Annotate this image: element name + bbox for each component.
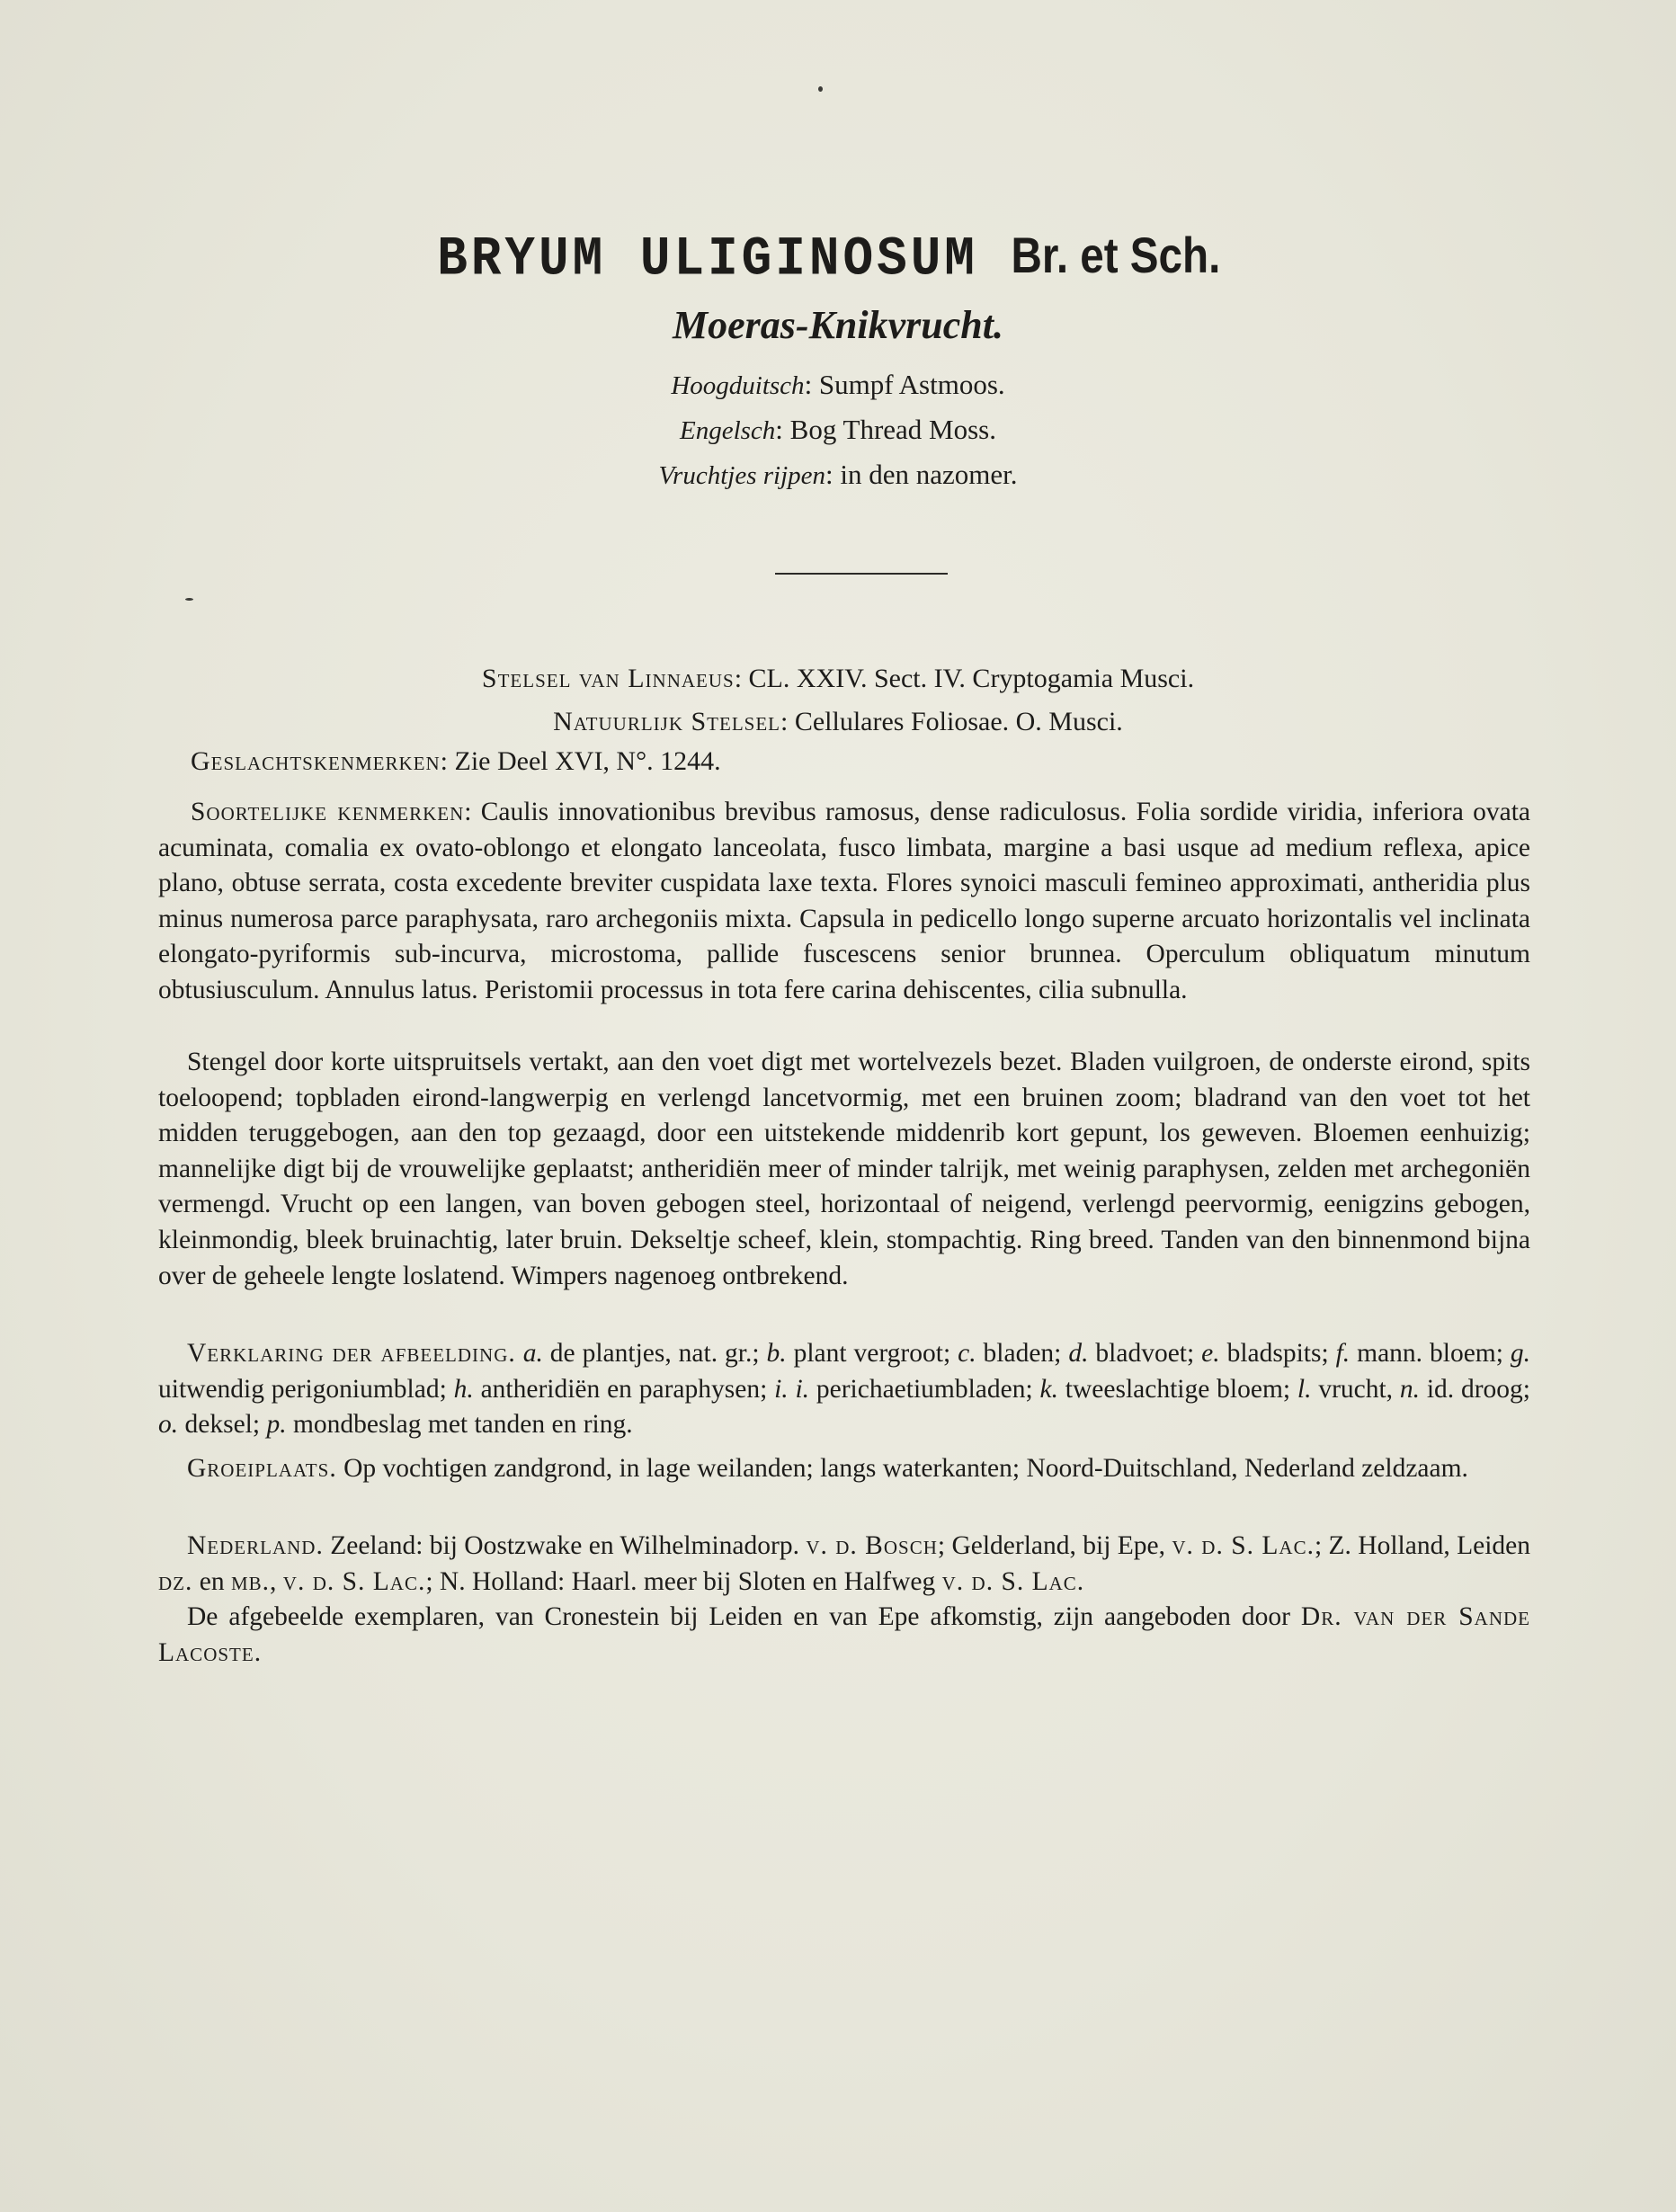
ink-speck	[818, 86, 823, 92]
figure-key: n.	[1399, 1374, 1421, 1404]
locality-text: ,	[270, 1566, 283, 1596]
figure-key: c.	[958, 1339, 976, 1368]
natural-value: : Cellulares Foliosae. O. Musci.	[780, 707, 1123, 736]
figure-key-text: plant vergroot;	[786, 1339, 958, 1368]
figure-key: p.	[266, 1410, 287, 1440]
collector: v. d. Bosch	[806, 1531, 938, 1560]
figure-explanation-label: Verklaring der afbeelding.	[187, 1339, 516, 1368]
figure-key: k.	[1039, 1374, 1058, 1404]
figure-key: b.	[766, 1339, 787, 1368]
figure-key: l.	[1297, 1374, 1312, 1404]
description-text: Stengel door korte uitspruitsels vertakt, aan den voet digt met wortelvezels bezet. Bladen vuilgroen, de onderste eirond, spits toeloopend; topbladen eirond-langwerpig en verlengd lancetvormig, met een bruinen zoom; bladrand van den voet tot het midden teruggebogen, aan den top gezaagd, door een uitstekende middenrib kort gepunt, los geweven. Bloemen eenhuizig; mannelijke digt bij de vrouwelijke geplaatst; antheridiën meer of minder talrijk, met weinig paraphysen, zelden met archegoniën vermengd. Vrucht op een langen, van boven gebogen steel, horizontaal of neigend, verlengd peervormig, eenigzins gebogen, kleinmondig, bleek bruinachtig, later bruin. Dekseltje scheef, klein, stompachtig. Ring breed. Tanden van den binnenmond bijna over de geheele lengte loslatend. Wimpers nagenoeg ontbrekend.	[158, 1048, 1530, 1290]
collector: mb.	[230, 1566, 271, 1596]
collector: v. d. S. Lac.	[282, 1566, 426, 1596]
figure-key-text: antheridiën en paraphysen;	[473, 1374, 775, 1404]
figure-key: h.	[453, 1374, 474, 1404]
collector: v. d. S. Lac.	[1172, 1531, 1315, 1560]
figure-key-text: bladvoet;	[1088, 1339, 1202, 1368]
donor: Dr. van der Sande Lacoste.	[158, 1602, 1530, 1667]
locality-text: Zeeland: bij Oostzwake en Wilhelminadorp.	[323, 1531, 807, 1560]
linnaeus-value: : CL. XXIV. Sect. IV. Cryptogamia Musci.	[734, 664, 1195, 693]
locality-text: ; Gelderland, bij Epe,	[937, 1531, 1172, 1560]
specimens-text: De afgebeelde exemplaren, van Cronestein bij Leiden en van Epe afkomstig, zijn aangeboden door	[187, 1602, 1301, 1632]
collector: v. d. S. Lac.	[941, 1566, 1085, 1596]
habitat-text: Op vochtigen zandgrond, in lage weilanden; langs waterkanten; Noord-Duitschland, Nederland zeldzaam.	[336, 1454, 1468, 1483]
name-value: : Bog Thread Moss.	[775, 414, 996, 445]
figure-key-text: mondbeslag met tanden en ring.	[286, 1410, 633, 1440]
figure-key-text: de plantjes, nat. gr.;	[542, 1339, 767, 1368]
title-latin: BRYUM ULIGINOSUM	[437, 227, 978, 291]
name-label: Hoogduitsch	[671, 371, 805, 400]
collector: dz.	[158, 1566, 193, 1596]
figure-key: d.	[1068, 1339, 1089, 1368]
name-label: Engelsch	[679, 416, 776, 445]
figure-key-text: perichaetiumbladen;	[809, 1374, 1040, 1404]
name-value: : in den nazomer.	[825, 459, 1018, 490]
name-english	[0, 412, 1676, 449]
habitat-label: Groeiplaats.	[187, 1454, 337, 1483]
dutch-description	[158, 1045, 1530, 1294]
locality-text: ; N. Holland: Haarl. meer bij Sloten en Halfweg	[425, 1566, 942, 1596]
locality-text: en	[192, 1566, 231, 1596]
genus-characters	[191, 745, 721, 779]
species-label: Soortelijke kenmerken	[191, 798, 465, 826]
figure-key: i. i.	[774, 1374, 810, 1404]
habitat	[158, 1451, 1530, 1487]
ink-speck	[185, 598, 193, 601]
figure-key-text: bladen;	[976, 1339, 1069, 1368]
linnaeus-system	[0, 662, 1676, 696]
figure-key-text: mann. bloem;	[1350, 1339, 1511, 1368]
figure-key-text: id. droog;	[1420, 1374, 1530, 1404]
figure-key: g.	[1510, 1339, 1531, 1368]
figure-key: e.	[1201, 1339, 1220, 1368]
natural-label: Natuurlijk Stelsel	[553, 707, 781, 736]
figure-explanation	[158, 1336, 1530, 1443]
title-author: Br. et Sch.	[1011, 227, 1221, 283]
figure-key-text: uitwendig perigoniumblad;	[158, 1374, 454, 1404]
name-ripening	[0, 457, 1676, 494]
species-text: : Caulis innovationibus brevibus ramosus, dense radiculosus. Folia sordide viridia, inferiora ovata acuminata, comalia ex ovato-oblongo et elongato lanceolata, fusco limbata, margine a basi usque ad medium reflexa, apice plano, obtuse serrata, costa excedente breviter cuspidata laxe texta. Flores synoici masculi femineo approximati, antheridia plus minus numerosa parce paraphysata, raro archegoniis mixta. Capsula in pedicello longo superne arcuato horizontalis vel inclinata elongato-pyriformis sub-incurva, microstoma, pallide fuscescens senior brunnea. Operculum obliquatum minutum obtusiusculum. Annulus latus. Peristomii processus in tota fere carina dehiscentes, cilia subnulla.	[158, 798, 1530, 1004]
name-value: : Sumpf Astmoos.	[804, 369, 1005, 400]
figure-explanation-text	[158, 1336, 1530, 1443]
linnaeus-label: Stelsel van Linnaeus	[481, 664, 735, 693]
name-german	[0, 367, 1676, 404]
species-characters	[158, 795, 1530, 1009]
figure-key: f.	[1335, 1339, 1351, 1368]
natural-system	[0, 705, 1676, 739]
figure-key-text: bladspits;	[1219, 1339, 1336, 1368]
figure-key: a.	[522, 1339, 543, 1368]
figure-key-text: deksel;	[178, 1410, 267, 1440]
genus-label: Geslachtskenmerken	[191, 746, 441, 776]
page-title	[0, 227, 1676, 291]
page-subtitle: Moeras-Knikvrucht.	[673, 303, 1003, 347]
netherlands-label: Nederland.	[187, 1531, 324, 1560]
divider	[775, 573, 948, 575]
netherlands-localities	[158, 1529, 1530, 1671]
genus-value: : Zie Deel XVI, N°. 1244.	[440, 746, 721, 776]
figure-key: o.	[158, 1410, 179, 1440]
figure-key-text: vrucht,	[1311, 1374, 1400, 1404]
name-label: Vruchtjes rijpen	[658, 461, 825, 490]
locality-text: ; Z. Holland, Leiden	[1314, 1531, 1530, 1560]
figure-key-text: tweeslachtige bloem;	[1057, 1374, 1297, 1404]
